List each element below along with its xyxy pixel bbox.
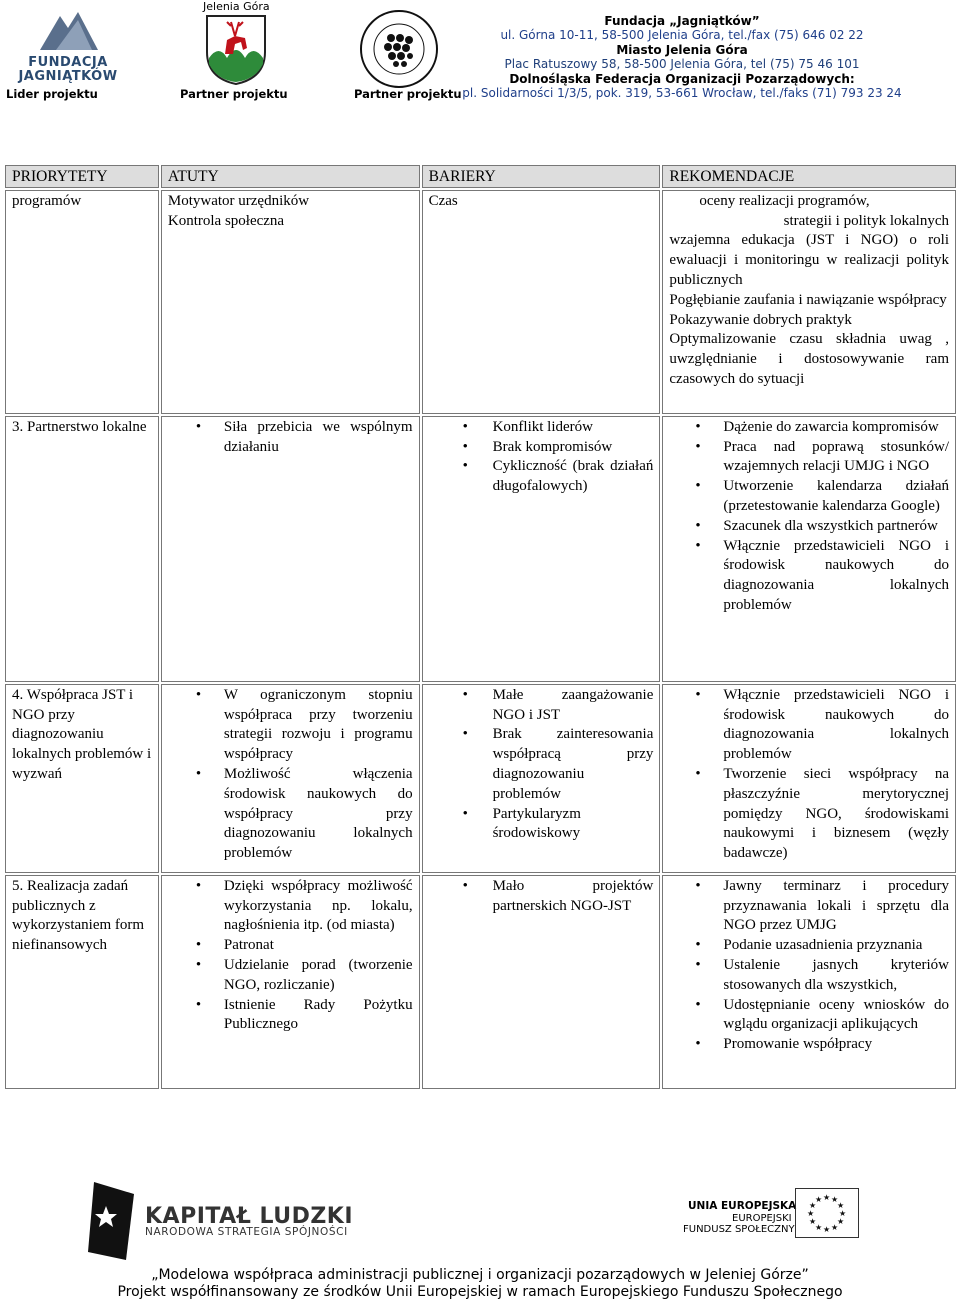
bariera-item: • Małe zaangażowanie NGO i JST [429, 686, 654, 726]
fundacja-name: FUNDACJA JAGNIĄTKÓW [18, 55, 118, 84]
federacja-seal-icon [358, 8, 440, 90]
col-header-rekomendacje: REKOMENDACJE [662, 165, 956, 188]
lider-label: Lider projektu [6, 87, 98, 101]
contact-line: Miasto Jelenia Góra [616, 42, 748, 57]
atut-item: • W ograniczonym stopniu współpraca przy tworzeniu strategii rozwoju i programu współpracy [168, 686, 413, 765]
atuty-cell [161, 190, 420, 414]
kapital-ludzki-mark-icon [84, 1178, 140, 1264]
rekomendacje-cell [662, 190, 956, 414]
bariery-cell [422, 416, 661, 682]
table-row [5, 416, 956, 682]
project-title: „Modelowa współpraca administracji publicznej i organizacji pozarządowych w Jeleniej Górze” [151, 1267, 809, 1283]
rekomendacja-item: • Promowanie współpracy [669, 1035, 949, 1055]
svg-text:★: ★ [837, 1201, 845, 1210]
rekomendacja-text: strategii i polityk lokalnych [783, 212, 949, 229]
df-partner-label: Partner projektu [354, 87, 462, 101]
svg-text:★: ★ [831, 1223, 839, 1232]
atut-item: • Istnienie Rady Pożytku Publicznego [168, 996, 413, 1036]
contact-line: Plac Ratuszowy 58, 58-500 Jelenia Góra, tel (75) 75 46 101 [504, 57, 860, 72]
rekomendacja-item: • Włącznie przedstawicieli NGO i środowisk naukowych do diagnozowania lokalnych problemów [669, 537, 949, 616]
priorities-table [3, 163, 958, 1091]
bariera-item: • Partykularyzm środowiskowy [429, 805, 654, 845]
page-header [0, 0, 960, 110]
rekomendacje-cell [662, 416, 956, 682]
svg-text:★: ★ [809, 1201, 817, 1210]
priorytet-cell: 5. Realizacja zadań publicznych z wykorzystaniem form niefinansowych [5, 875, 159, 1089]
cofinancing-note: Projekt współfinansowany ze środków Unii Europejskiej w ramach Europejskiego Funduszu Społecznego [117, 1284, 843, 1300]
svg-text:★: ★ [831, 1195, 839, 1204]
bariera-item: • Mało projektów partnerskich NGO-JST [429, 877, 654, 917]
ue-label: UNIA EUROPEJSKA [688, 1200, 797, 1212]
jg-partner-label: Partner projektu [180, 87, 288, 101]
atut-item: Motywator urzędników [167, 192, 310, 209]
svg-text:★: ★ [837, 1217, 845, 1226]
priorytet-cell: 4. Współpraca JST i NGO przy diagnozowaniu lokalnych problemów i wyzwań [5, 684, 159, 873]
contact-line: ul. Górna 10-11, 58-500 Jelenia Góra, tel./fax (75) 646 02 22 [500, 28, 864, 43]
rekomendacja-text: Pogłębianie zaufania i nawiązanie współpracy [669, 291, 947, 308]
rekomendacja-item: • Tworzenie sieci współpracy na płaszczyźnie merytorycznej pomiędzy NGO, środowiskami naukowymi i biznesem (węzły badawcze) [669, 765, 949, 864]
rekomendacja-item: • Utworzenie kalendarza działań (przetestowanie kalendarza Google) [669, 477, 949, 517]
bariera-item: • Konflikt liderów [429, 418, 654, 438]
efs-label-2: FUNDUSZ SPOŁECZNY [683, 1224, 795, 1235]
rekomendacja-item: • Praca nad poprawą stosunków/ wzajemnych relacji UMJG i NGO [669, 438, 949, 478]
city-label: Jelenia Góra [203, 0, 270, 13]
table-row [5, 875, 956, 1089]
svg-text:★: ★ [815, 1195, 823, 1204]
svg-text:★: ★ [839, 1209, 847, 1218]
bariera-item: • Brak kompromisów [429, 438, 654, 458]
rekomendacja-item: • Jawny terminarz i procedury przyznawania lokali i sprzętu dla NGO przez UMJG [669, 877, 949, 936]
atut-item: • Patronat [168, 936, 413, 956]
atut-item: Kontrola społeczna [167, 212, 285, 229]
svg-text:★: ★ [823, 1225, 831, 1233]
atuty-cell [161, 416, 420, 682]
rekomendacja-text: oceny realizacji programów, [699, 192, 870, 209]
bariery-cell: Czas [422, 190, 661, 414]
bariera-item: • Cykliczność (brak działań długofalowych) [429, 457, 654, 497]
rekomendacja-text: Optymalizowanie czasu składnia uwag , uwzględnianie i dostosowywanie ram czasowych do sytuacji [669, 331, 949, 387]
efs-label-1: EUROPEJSKI [732, 1213, 792, 1224]
col-header-atuty: ATUTY [161, 165, 420, 188]
atuty-cell [161, 875, 420, 1089]
table-row [5, 190, 956, 414]
rekomendacja-item: • Udostępnianie oceny wniosków do wglądu organizacji aplikujących [669, 996, 949, 1036]
kapital-ludzki-title: KAPITAŁ LUDZKI [145, 1204, 354, 1229]
bariery-cell [422, 875, 661, 1089]
rekomendacja-text: Pokazywanie dobrych praktyk [669, 311, 852, 328]
col-header-bariery: BARIERY [422, 165, 661, 188]
svg-text:★: ★ [815, 1223, 823, 1232]
contact-line: pl. Solidarności 1/3/5, pok. 319, 53-661 Wrocław, tel./faks (71) 793 23 24 [462, 86, 902, 101]
contact-line: Dolnośląska Federacja Organizacji Pozarządowych: [509, 71, 855, 86]
contact-line: Fundacja „Jagniątków” [604, 14, 760, 28]
bariera-item: • Brak zainteresowania współpracą przy diagnozowaniu problemów [429, 725, 654, 804]
atut-item: • Siła przebicia we wspólnym działaniu [168, 418, 413, 458]
atut-item: • Udzielanie porad (tworzenie NGO, rozliczanie) [168, 956, 413, 996]
svg-text:★: ★ [823, 1193, 831, 1202]
table-header-row [5, 165, 956, 188]
page-footer [0, 1170, 960, 1305]
col-header-priorytety: PRIORYTETY [5, 165, 159, 188]
rekomendacja-item: • Włącznie przedstawicieli NGO i środowisk naukowych do diagnozowania lokalnych problemów [669, 686, 949, 765]
table-row [5, 684, 956, 873]
svg-text:★: ★ [809, 1217, 817, 1226]
rekomendacje-cell [662, 875, 956, 1089]
priorytet-cell: 3. Partnerstwo lokalne [5, 416, 159, 682]
eu-stars-icon [805, 1193, 847, 1233]
jelenia-gora-crest-icon [205, 14, 267, 86]
rekomendacja-text: wzajemna edukacja (JST i NGO) o roli ewaluacji i monitoringu w realizacji polityk publicznych [669, 232, 949, 288]
atut-item: • Dzięki współpracy możliwość wykorzystania np. lokalu, nagłośnienia itp. (od miasta) [168, 877, 413, 936]
svg-text:★: ★ [807, 1209, 815, 1218]
contact-block [462, 14, 902, 100]
rekomendacja-item: • Ustalenie jasnych kryteriów stosowanych dla wszystkich, [669, 956, 949, 996]
rekomendacja-item: • Szacunek dla wszystkich partnerów [669, 517, 949, 537]
mountains-icon [38, 8, 100, 52]
atuty-cell [161, 684, 420, 873]
kapital-ludzki-subtitle: NARODOWA STRATEGIA SPÓJNOŚCI [145, 1226, 348, 1238]
atut-item: • Możliwość włączenia środowisk naukowych do współpracy przy diagnozowaniu lokalnych problemów [168, 765, 413, 864]
priorytet-cell: programów [5, 190, 159, 414]
rekomendacja-item: • Podanie uzasadnienia przyznania [669, 936, 949, 956]
rekomendacje-cell [662, 684, 956, 873]
bariery-cell [422, 684, 661, 873]
rekomendacja-item: • Dążenie do zawarcia kompromisów [669, 418, 949, 438]
